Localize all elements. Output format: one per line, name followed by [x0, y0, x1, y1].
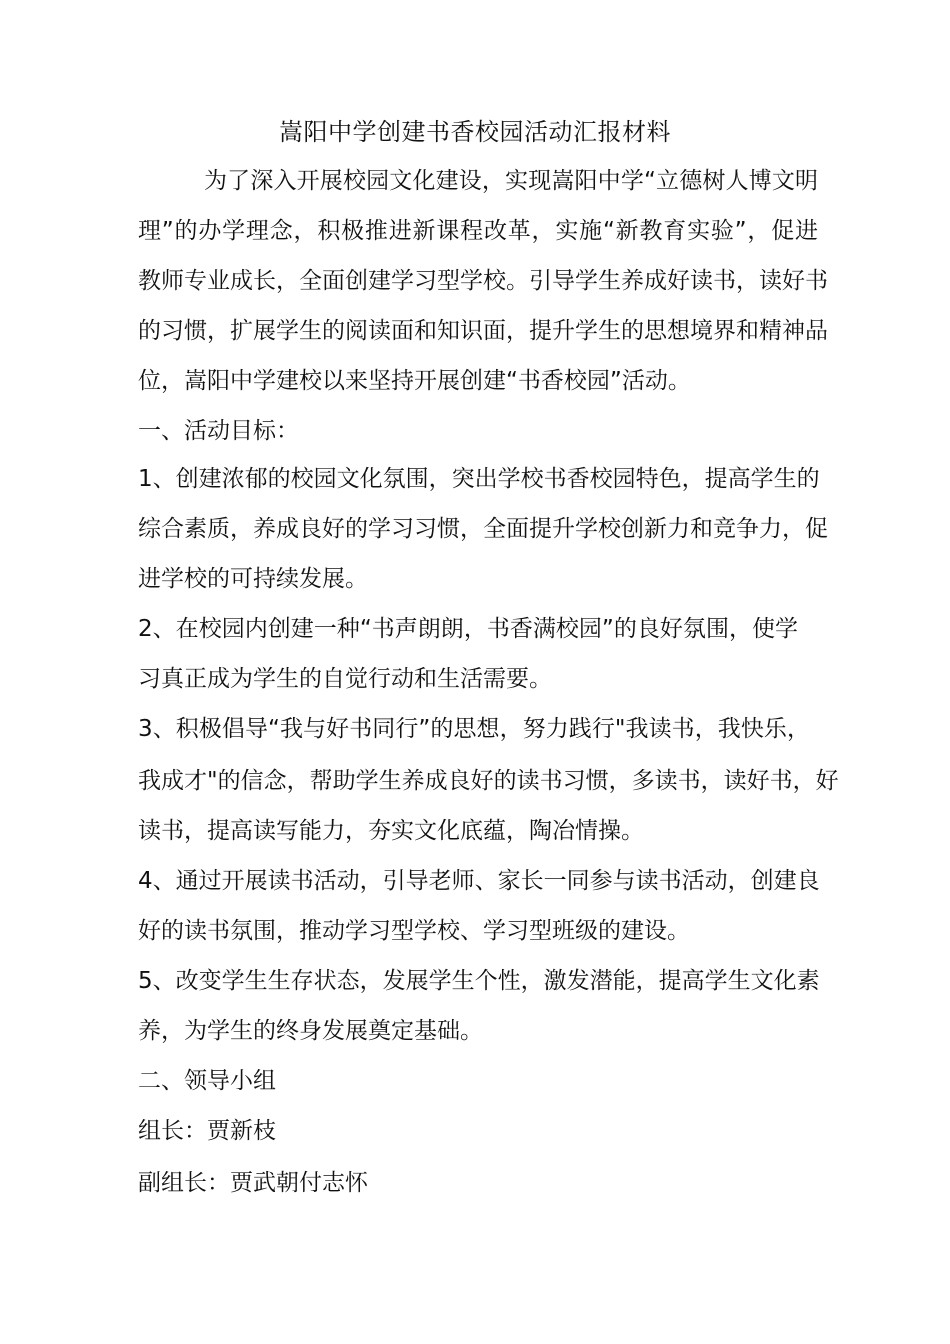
list-item-line: 3、积极倡导“我与好书同行”的思想，努力践行"我读书，我快乐， — [138, 716, 810, 742]
list-item-line: 习真正成为学生的自觉行动和生活需要。 — [138, 666, 552, 692]
deputy-leader-line: 副组长：贾武朝付志怀 — [138, 1170, 368, 1196]
paragraph-line: 位，嵩阳中学建校以来坚持开展创建“书香校园”活动。 — [138, 368, 691, 394]
paragraph-line: 为了深入开展校园文化建设，实现嵩阳中学“立德树人博文明 — [204, 168, 818, 194]
list-item-line: 养，为学生的终身发展奠定基础。 — [138, 1018, 483, 1044]
list-item-line: 进学校的可持续发展。 — [138, 566, 368, 592]
section-heading: 二、领导小组 — [138, 1068, 276, 1094]
list-item-line: 读书，提高读写能力，夯实文化底蕴，陶冶情操。 — [138, 818, 644, 844]
list-item-line: 综合素质，养成良好的学习习惯，全面提升学校创新力和竞争力，促 — [138, 516, 828, 542]
leader-line: 组长：贾新枝 — [138, 1118, 276, 1144]
list-item-line: 4、通过开展读书活动，引导老师、家长一同参与读书活动，创建良 — [138, 868, 820, 894]
list-item-line: 好的读书氛围，推动学习型学校、学习型班级的建设。 — [138, 918, 690, 944]
list-item-line: 1、创建浓郁的校园文化氛围，突出学校书香校园特色，提高学生的 — [138, 466, 820, 492]
paragraph-line: 的习惯，扩展学生的阅读面和知识面，提升学生的思想境界和精神品 — [138, 318, 828, 344]
paragraph-line: 教师专业成长，全面创建学习型学校。引导学生养成好读书，读好书 — [138, 268, 828, 294]
list-item-line: 2、在校园内创建一种“书声朗朗，书香满校园”的良好氛围，使学 — [138, 616, 798, 642]
list-item-line: 我成才"的信念，帮助学生养成良好的读书习惯，多读书，读好书，好 — [138, 768, 839, 794]
list-item-line: 5、改变学生生存状态，发展学生个性，激发潜能，提高学生文化素 — [138, 968, 820, 994]
section-heading: 一、活动目标： — [138, 418, 299, 444]
document-title: 嵩阳中学创建书香校园活动汇报材料 — [279, 118, 671, 146]
paragraph-line: 理”的办学理念，积极推进新课程改革，实施“新教育实验”，促进 — [138, 218, 818, 244]
